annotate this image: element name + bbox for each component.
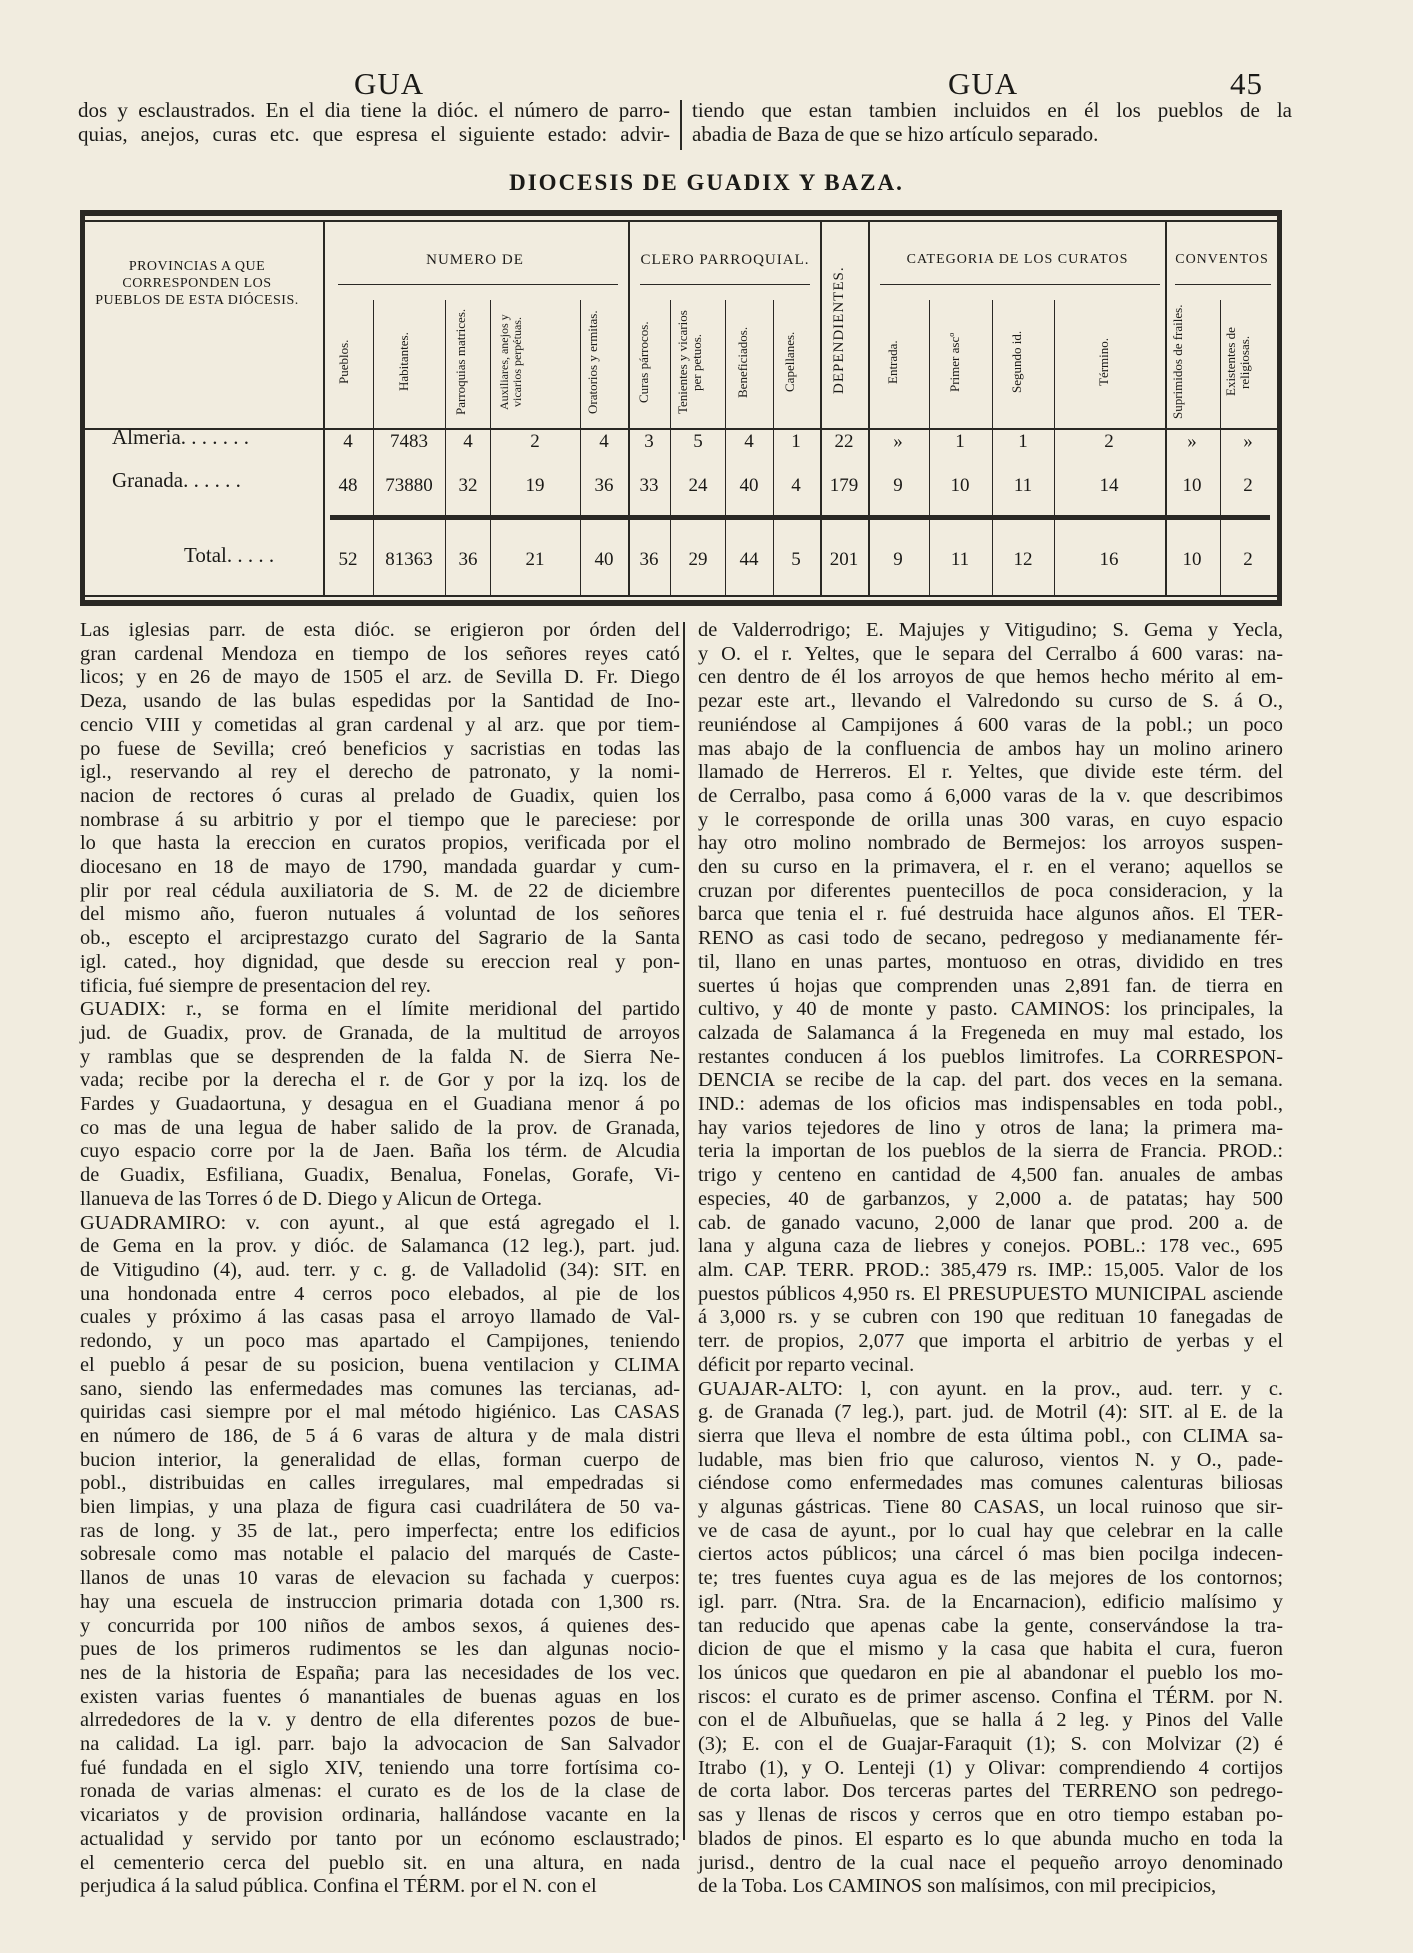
- text-line: Deza, usando de las bulas espedidas por la Santidad de Ino-: [80, 690, 680, 713]
- group-dependientes: DEPENDIENTES.: [831, 266, 847, 394]
- text-line: hay una escuela de instruccion primaria dotada con 1,300 rs.: [80, 1590, 680, 1613]
- text-line: Itrabo (1), y O. Lenteji (1) y Olivar: comprendiendo 4 cortijos: [698, 1756, 1283, 1779]
- text-line: de Guadix, Esfiliana, Guadix, Benalua, Fonelas, Gorafe, Vi-: [80, 1164, 680, 1187]
- cell-total: 21: [525, 549, 545, 570]
- col-termino: Término.: [1096, 338, 1111, 387]
- text-line: cruzan por diferentes puentecillos de poca consideracion, y la: [698, 879, 1283, 902]
- col-existentes: Existentes de religiosas.: [1223, 327, 1252, 397]
- cell-almeria: 1: [791, 431, 801, 452]
- group-categoria: CATEGORIA DE LOS CURATOS: [906, 252, 1129, 267]
- text-line: ob., escepto el arciprestazgo curato del Sagrario de la Santa: [80, 927, 680, 950]
- text-line: Fardes y Guadaortuna, y desagua en el Guadiana menor á po: [80, 1093, 680, 1116]
- text-line: g. de Granada (7 leg.), part. jud. de Motril (4): SIT. al E. de la: [698, 1401, 1283, 1424]
- text-line: hay otro molino nombrado de Bermejos: los arroyos suspen-: [698, 832, 1283, 855]
- text-line: de Valderrodrigo; E. Majujes y Vitigudino; S. Gema y Yecla,: [698, 619, 1283, 641]
- text-line: igl. cated., hoy dignidad, que desde su ereccion real y pon-: [80, 950, 680, 973]
- text-line: especies, 40 de garbanzos, y 2,000 a. de patatas; hay 500: [698, 1187, 1283, 1210]
- text-line: y O. el r. Yeltes, que le separa del Cerralbo á 600 varas: na-: [698, 642, 1283, 665]
- text-line: suertes ú hojas que comprenden unas 2,891 fan. de tierra en: [698, 974, 1283, 997]
- intro-divider: [680, 100, 682, 150]
- text-line: riscos: el curato es de primer ascenso. Confina el TÉRM. por N.: [698, 1685, 1283, 1708]
- col-entrada: Entrada.: [885, 340, 900, 384]
- cell-almeria: 22: [834, 431, 854, 452]
- text-line: cencio VIII y cometidas al gran cardenal y al arz. que por tiem-: [80, 713, 680, 736]
- text-line: actualidad y servido por tanto por un ecónomo esclaustrado;: [80, 1827, 680, 1850]
- cell-almeria: 4: [744, 431, 754, 452]
- cell-granada: 24: [688, 475, 708, 496]
- text-line: tificia, fué siempre de presentacion del rey.: [80, 974, 431, 997]
- cell-almeria: 4: [599, 431, 609, 452]
- column-divider: [683, 622, 685, 1840]
- text-line: bucion interior, la generalidad de ellas, forman cuerpo de: [80, 1448, 680, 1471]
- text-line: de la Toba. Los CAMINOS son malísimos, con mil precipicios,: [698, 1875, 1217, 1898]
- text-line: pues de los primeros rudimentos se les dan algunas nocio-: [80, 1638, 680, 1661]
- row-label-almeria: Almeria. . . . . . .: [112, 425, 250, 449]
- text-line: terr. de propios, 2,077 que importa el arbitrio de yerbas y el: [698, 1330, 1283, 1353]
- group-numero: NUMERO DE: [426, 252, 524, 268]
- text-line: te; tres fuentes cuya agua es de las mejores de los contornos;: [698, 1567, 1283, 1590]
- col-beneficiados: Beneficiados.: [735, 326, 750, 398]
- provinces-header: PROVINCIAS A QUE CORRESPONDEN LOS PUEBLOS DE ESTA DIÓCESIS.: [95, 259, 299, 308]
- text-line: y ramblas que se desprenden de la falda N. de Sierra Ne-: [80, 1045, 680, 1068]
- col-divider: [628, 222, 630, 595]
- text-line: ronada de varias almenas: el curato es de los de la clase de: [80, 1780, 680, 1803]
- text-line: dicion de que el mismo y la casa que habita el cura, fueron: [698, 1638, 1283, 1661]
- cell-granada: 73880: [385, 475, 433, 496]
- cell-almeria: 5: [693, 431, 703, 452]
- cell-almeria: 1: [955, 431, 965, 452]
- cell-almeria: 2: [1104, 431, 1114, 452]
- frame-top-thin: [80, 220, 1282, 222]
- text-line: cen dentro de él los arroyos de que hemos hecho mérito al em-: [698, 666, 1283, 689]
- text-line: co mas de una legua de haber salido de la prov. de Granada,: [80, 1116, 680, 1139]
- text-line: fué fundada en el siglo XIV, teniendo una torre fortísima co-: [80, 1756, 680, 1779]
- text-line: bien limpias, y una plaza de figura casi cuadrilátera de 50 va-: [80, 1496, 680, 1519]
- text-line: sas y llenas de riscos y cerros que en otro tiempo estaban po-: [698, 1804, 1283, 1827]
- frame-left: [80, 210, 85, 606]
- col-curas: Curas párrocos.: [636, 321, 651, 403]
- cell-total: 9: [893, 549, 903, 570]
- cell-total: 52: [338, 549, 358, 570]
- cell-almeria: »: [1187, 431, 1197, 452]
- text-line: reuniéndose al Campijones á 600 varas de la pobl.; un poco: [698, 713, 1283, 736]
- frame-right: [1277, 210, 1282, 606]
- text-line: pobl., distribuidas en calles irregulares, mal empedradas si: [80, 1472, 680, 1495]
- brace-categoria: [880, 284, 1160, 285]
- text-line: ludable, mas bien frio que caluroso, vientos N. y O., pade-: [698, 1448, 1283, 1471]
- text-line: de Vitigudino (4), aud. terr. y c. g. de Valladolid (34): SIT. en: [80, 1258, 680, 1281]
- group-clero: CLERO PARROQUIAL.: [640, 252, 810, 268]
- cell-total: 11: [950, 549, 970, 570]
- text-line: á 3,000 rs. y se cubren con 190 que redituan 10 fanegadas de: [698, 1306, 1283, 1329]
- text-line: perjudica á la salud pública. Confina el TÉRM. por el N. con el: [80, 1875, 597, 1898]
- text-line: llanos de unas 10 varas de elevacion su fachada y cuerpos:: [80, 1567, 680, 1590]
- col-oratorios: Oratorios y ermitas.: [585, 310, 600, 414]
- text-line: alrrededores de la v. y dentro de ella diferentes pozos de bue-: [80, 1709, 680, 1732]
- text-line: GUADIX: r., se forma en el límite meridional del partido: [80, 998, 680, 1021]
- col-divider: [820, 222, 822, 595]
- text-line: nombrase á su arbitrio y por el tiempo que le pareciese: por: [80, 808, 680, 831]
- text-line: Las iglesias parr. de esta dióc. se erigieron por órden del: [80, 619, 680, 641]
- intro-left: [78, 98, 670, 146]
- text-line: blados de pinos. El esparto es lo que abunda mucho en toda la: [698, 1827, 1283, 1850]
- text-line: plir por real cédula auxiliatoria de S. M. de 22 de diciembre: [80, 879, 680, 902]
- cell-total: 5: [791, 549, 801, 570]
- text-line: barca que tenia el r. fué destruida hace algunos años. El TER-: [698, 903, 1283, 926]
- text-line: sierra que lleva el nombre de esta última pobl., con CLIMA sa-: [698, 1424, 1283, 1447]
- cell-almeria: 3: [644, 431, 654, 452]
- text-line: tan reducido que apenas cabe la gente, conservándose la tra-: [698, 1614, 1283, 1637]
- cell-almeria: 4: [463, 431, 473, 452]
- text-line: DENCIA se recibe de la cap. del part. dos veces en la semana.: [698, 1069, 1283, 1092]
- group-conventos: CONVENTOS: [1175, 252, 1269, 267]
- total-rule: [330, 515, 1270, 520]
- text-line: trigo y centeno en cantidad de 4,500 fan. anuales de ambas: [698, 1164, 1283, 1187]
- text-line: lo que hasta la ereccion en curatos propios, verificada por el: [80, 832, 680, 855]
- cell-granada: 48: [338, 475, 358, 496]
- cell-almeria: »: [1243, 431, 1253, 452]
- text-line: IND.: ademas de los oficios mas indispensables en toda pobl.,: [698, 1093, 1283, 1116]
- text-line: el pueblo á pesar de su posicion, buena ventilacion y CLIMA: [80, 1353, 680, 1376]
- row-label-total: Total. . . . .: [184, 543, 275, 567]
- cell-granada: 10: [1182, 475, 1202, 496]
- cell-total: 36: [458, 549, 478, 570]
- text-line: teria la importan de los pueblos de la sierra de Francia. PROD.:: [698, 1140, 1283, 1163]
- cell-granada: 40: [739, 475, 759, 496]
- text-line: redondo, y un poco mas apartado el Campijones, teniendo: [80, 1330, 680, 1353]
- text-line: calzada de Salamanca á la Fregeneda en muy mal estado, los: [698, 1021, 1283, 1044]
- text-line: den su curso en la primavera, el r. en el verano; aquellos se: [698, 856, 1283, 879]
- intro-line: abadia de Baza de que se hizo artículo separado.: [692, 122, 1099, 146]
- brace-conventos: [1175, 284, 1271, 285]
- row-label-granada: Granada. . . . . .: [112, 468, 241, 492]
- frame-top: [80, 210, 1282, 216]
- text-line: cab. de ganado vacuno, 2,000 de lanar que prod. 200 a. de: [698, 1211, 1283, 1234]
- text-line: lana y alguna caza de liebres y conejos. POBL.: 178 vec., 695: [698, 1235, 1283, 1258]
- cell-total: 81363: [385, 549, 433, 570]
- text-line: hay varios tejedores de lino y otros de lana; la primera ma-: [698, 1116, 1283, 1139]
- col-capellanes: Capellanes.: [782, 331, 797, 393]
- text-line: nes de la historia de España; para las necesidades de los vec.: [80, 1661, 680, 1684]
- cell-total: 40: [594, 549, 614, 570]
- text-line: igl. parr. (Ntra. Sra. de la Encarnacion), edificio malísimo y: [698, 1590, 1283, 1613]
- text-line: quiridas casi siempre por el mal método higiénico. Las CASAS: [80, 1401, 680, 1424]
- text-line: existen varias fuentes ó manantiales de buenas aguas en los: [80, 1685, 680, 1708]
- col-divider: [323, 222, 325, 595]
- text-line: y concurrida por 100 niños de ambos sexos, á quienes des-: [80, 1614, 680, 1637]
- right-column: [698, 619, 1283, 1899]
- text-line: el cementerio cerca del pueblo sit. en una altura, en nada: [80, 1851, 680, 1874]
- left-column: [80, 619, 680, 1899]
- text-line: licos; y en 26 de mayo de 1505 el arz. de Sevilla D. Fr. Diego: [80, 666, 680, 689]
- text-line: ve de casa de ayunt., por lo cual hay que celebrar en la calle: [698, 1519, 1283, 1542]
- text-line: til, llano en unas partes, montuoso en otras, dividido en tres: [698, 950, 1283, 973]
- text-line: GUAJAR-ALTO: l, con ayunt. en la prov., aud. terr. y c.: [698, 1377, 1283, 1400]
- text-line: cuyo espacio corre por la de Jaen. Baña los térm. de Alcudia: [80, 1140, 680, 1163]
- text-line: vada; recibe por la derecha el r. de Gor y por la izq. los de: [80, 1069, 680, 1092]
- text-line: ciéndose como enfermedades mas comunes calenturas biliosas: [698, 1472, 1283, 1495]
- cell-granada: 2: [1243, 475, 1253, 496]
- cell-granada: 32: [458, 475, 478, 496]
- col-suprimidos: Suprimidos de frailes.: [1170, 304, 1185, 420]
- cell-total: 201: [829, 549, 859, 570]
- col-tenientes: Tenientes y vicarios per petuos.: [675, 310, 704, 414]
- text-line: RENO as casi todo de secano, pedregoso y medianamente fér-: [698, 927, 1283, 950]
- col-pueblos: Pueblos.: [336, 339, 351, 385]
- cell-granada: 36: [594, 475, 614, 496]
- text-line: sano, siendo las enfermedades mas comunes las tercianas, ad-: [80, 1377, 680, 1400]
- cell-total: 12: [1013, 549, 1033, 570]
- text-line: nacion de rectores ó curas al prelado de Guadix, quien los: [80, 784, 680, 807]
- cell-almeria: 2: [530, 431, 540, 452]
- text-line: ras de long. y 35 de lat., pero imperfecta; entre los edificios: [80, 1519, 680, 1542]
- col-parroquias: Parroquias matrices.: [453, 308, 468, 416]
- col-divider: [868, 222, 870, 595]
- text-line: alm. CAP. TERR. PROD.: 385,479 rs. IMP.: 15,005. Valor de los: [698, 1258, 1283, 1281]
- diocese-table: [80, 210, 1282, 608]
- cell-total: 29: [688, 549, 708, 570]
- cell-total: 44: [739, 549, 759, 570]
- text-line: llamado de Herreros. El r. Yeltes, que divide este térm. del: [698, 761, 1283, 784]
- text-line: sobresale como mas notable el palacio del marqués de Caste-: [80, 1543, 680, 1566]
- cell-almeria: »: [893, 431, 903, 452]
- text-line: vicariatos y de provision ordinaria, hallándose vacante en la: [80, 1804, 680, 1827]
- page-number: 45: [1230, 66, 1263, 101]
- text-line: los únicos que quedaron en pie al abandonar el pueblo los mo-: [698, 1661, 1283, 1684]
- intro-right: [692, 98, 1292, 146]
- text-line: cuales y próximo á las casas pasa el arroyo llamado de Val-: [80, 1306, 680, 1329]
- text-line: ciertos actos públicos; una cárcel ó mas bien pocilga indecen-: [698, 1543, 1283, 1566]
- cell-granada: 179: [829, 475, 859, 496]
- text-line: na calidad. La igl. parr. bajo la advocacion de San Salvador: [80, 1733, 680, 1756]
- text-line: de Gema en la prov. y dióc. de Salamanca (12 leg.), part. jud.: [80, 1235, 680, 1258]
- text-line: puestos públicos 4,950 rs. El PRESUPUESTO MUNICIPAL asciende: [698, 1282, 1283, 1305]
- text-line: diocesano en 18 de mayo de 1790, mandada guardar y cum-: [80, 856, 680, 879]
- text-line: llanueva de las Torres ó de D. Diego y Alicun de Ortega.: [80, 1187, 542, 1210]
- cell-total: 2: [1243, 549, 1253, 570]
- text-line: mas abajo de la confluencia de ambos hay un molino arinero: [698, 737, 1283, 760]
- table-title: DIOCESIS DE GUADIX Y BAZA.: [509, 170, 904, 195]
- text-line: restantes conducen á los pueblos limitrofes. La CORRESPON-: [698, 1045, 1283, 1068]
- col-primer-ascenso: Primer ascº: [947, 332, 962, 392]
- text-line: una hondonada entre 4 cerros poco elebados, al pie de los: [80, 1282, 680, 1305]
- cell-total: 16: [1099, 549, 1119, 570]
- cell-granada: 9: [893, 475, 903, 496]
- cell-total: 36: [639, 549, 659, 570]
- running-head-center: GUA: [948, 66, 1019, 101]
- cell-granada: 14: [1099, 475, 1119, 496]
- col-segundo: Segundo id.: [1009, 330, 1024, 394]
- text-line: GUADRAMIRO: v. con ayunt., al que está agregado el l.: [80, 1211, 680, 1234]
- cell-almeria: 4: [343, 431, 353, 452]
- text-line: déficit por reparto vecinal.: [698, 1353, 915, 1376]
- cell-granada: 11: [1013, 475, 1033, 496]
- text-line: de Cerralbo, pasa como á 6,000 varas de la v. que describimos: [698, 784, 1283, 807]
- intro-line: tiendo que estan tambien incluidos en él los pueblos de la: [692, 98, 1292, 122]
- col-auxiliares: Auxiliares, anejos y vicarios perpétuas.: [497, 314, 524, 410]
- cell-total: 10: [1182, 549, 1202, 570]
- brace-clero: [640, 284, 810, 285]
- text-line: en número de 186, de 5 á 6 varas de altura y de mala distri: [80, 1424, 680, 1447]
- text-line: gran cardenal Mendoza en tiempo de los señores reyes cató: [80, 642, 680, 665]
- text-line: pezar este art., llevando el Valredondo su curso de S. á O.,: [698, 690, 1283, 713]
- intro-line: dos y esclaustrados. En el dia tiene la dióc. el número de parro-: [78, 98, 670, 122]
- running-head-left: GUA: [354, 66, 425, 101]
- brace-numero: [338, 284, 618, 285]
- col-divider: [1165, 222, 1167, 595]
- text-line: del mismo año, fueron nutuales á voluntad de los señores: [80, 903, 680, 926]
- cell-almeria: 1: [1018, 431, 1028, 452]
- text-line: (3); E. con el de Guajar-Faraquit (1); S. con Molvizar (2) é: [698, 1733, 1283, 1756]
- text-line: igl., reservando al rey el derecho de patronato, y la nomi-: [80, 761, 680, 784]
- text-line: y algunas gástricas. Tiene 80 CASAS, un local ruinoso que sir-: [698, 1496, 1283, 1519]
- text-line: y le corresponde de orilla unas 300 varas, en cuyo espacio: [698, 808, 1283, 831]
- text-line: cultivo, y 40 de monte y pasto. CAMINOS: los principales, la: [698, 998, 1283, 1021]
- cell-granada: 33: [639, 475, 659, 496]
- text-line: jud. de Guadix, prov. de Granada, de la multitud de arroyos: [80, 1021, 680, 1044]
- frame-bottom: [80, 600, 1282, 606]
- text-line: de corta labor. Dos terceras partes del TERRENO son pedrego-: [698, 1780, 1283, 1803]
- cell-granada: 4: [791, 475, 801, 496]
- cell-granada: 10: [950, 475, 970, 496]
- intro-line: quias, anejos, curas etc. que espresa el siguiente estado: advir-: [78, 122, 670, 146]
- text-line: con el de Albuñuelas, que se halla á 2 leg. y Pinos del Valle: [698, 1709, 1283, 1732]
- text-line: po fuese de Sevilla; creó beneficios y sacristias en todas las: [80, 737, 680, 760]
- text-line: jurisd., dentro de la cual nace el pequeño arroyo denominado: [698, 1851, 1283, 1874]
- cell-granada: 19: [525, 475, 545, 496]
- frame-bottom-thin: [80, 595, 1282, 597]
- cell-almeria: 7483: [390, 431, 428, 452]
- col-habitantes: Habitantes.: [396, 332, 411, 392]
